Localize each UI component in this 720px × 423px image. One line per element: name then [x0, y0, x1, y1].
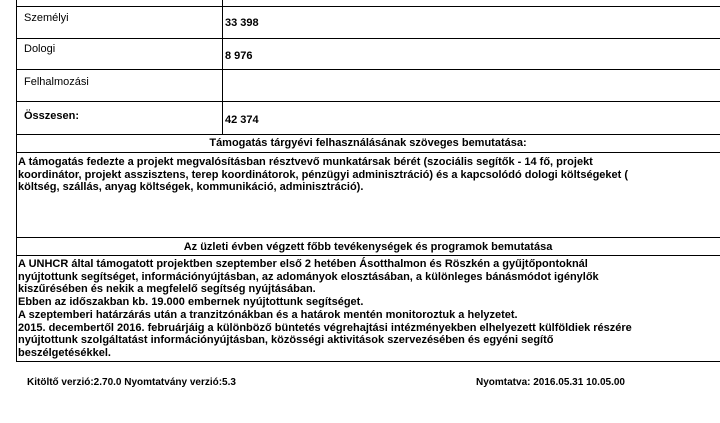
- text-line: A támogatás fedezte a projekt megvalósításban résztvevő munkatársak bérét (szociális segítők - 14 fő, projekt: [18, 156, 593, 168]
- budget-value-total: 42 374: [225, 114, 259, 126]
- rule: [16, 255, 720, 256]
- budget-label-material: Dologi: [24, 43, 56, 55]
- section2-title: Az üzleti évben végzett főbb tevékenységek és programok bemutatása: [183, 241, 553, 253]
- text-line: Ebben az időszakban kb. 19.000 embernek nyújtottunk segítséget.: [18, 296, 364, 309]
- budget-value-personal: 33 398: [225, 17, 259, 29]
- section1-text: [18, 156, 720, 194]
- text-line: 2015. decembertől 2016. februárjáig a különböző büntetés végrehajtási intézményekben elhelyezett külföldiek részére: [18, 321, 632, 334]
- rule: [16, 152, 720, 153]
- text-line: nyújtottunk segítséget, információnyújtásban, az adományok elosztásában, a különleges bánásmódot igénylők: [18, 270, 599, 283]
- rule: [16, 101, 720, 102]
- budget-label-capital: Felhalmozási: [24, 76, 89, 88]
- rule: [16, 38, 720, 39]
- text-line: beszélgetésékkel.: [18, 346, 111, 359]
- text-line: A UNHCR által támogatott projektben szeptember első 2 hetében Ásotthalmon és Röszkén a gyűjtőpontoknál: [18, 258, 588, 270]
- rule: [222, 0, 223, 134]
- budget-value-material: 8 976: [225, 50, 253, 62]
- text-line: koordinátor, projekt asszisztens, terep koordinátorok, pénzügyi adminisztráció) és a kapcsolódó dologi költségeket (: [18, 168, 629, 181]
- budget-label-personal: Személyi: [24, 12, 69, 24]
- rule: [16, 237, 720, 238]
- text-line: kiszűrésében és nekik a megfelelő segítség nyújtásában.: [18, 283, 316, 296]
- budget-label-total: Összesen:: [24, 110, 80, 122]
- section2-text: [18, 258, 720, 360]
- text-line: nyújtottunk szolgáltatást információnyújtásban, közösségi aktivitások szervezésében és egyéni segítő: [18, 334, 554, 347]
- rule: [16, 361, 720, 362]
- rule: [16, 69, 720, 70]
- rule: [16, 134, 720, 135]
- text-line: költség, szállás, anyag költségek, kommunikáció, adminisztráció).: [18, 181, 364, 194]
- rule: [16, 6, 720, 7]
- text-line: A szeptemberi határzárás után a tranzitzónákban és a határok mentén monitoroztuk a helyzetet.: [18, 308, 518, 321]
- footer-printed: Nyomtatva: 2016.05.31 10.05.00: [476, 377, 625, 388]
- section1-title: Támogatás tárgyévi felhasználásának szöveges bemutatása:: [209, 137, 527, 149]
- footer-version: Kitöltő verzió:2.70.0 Nyomtatvány verzió:5.3: [27, 377, 236, 388]
- rule: [16, 0, 17, 362]
